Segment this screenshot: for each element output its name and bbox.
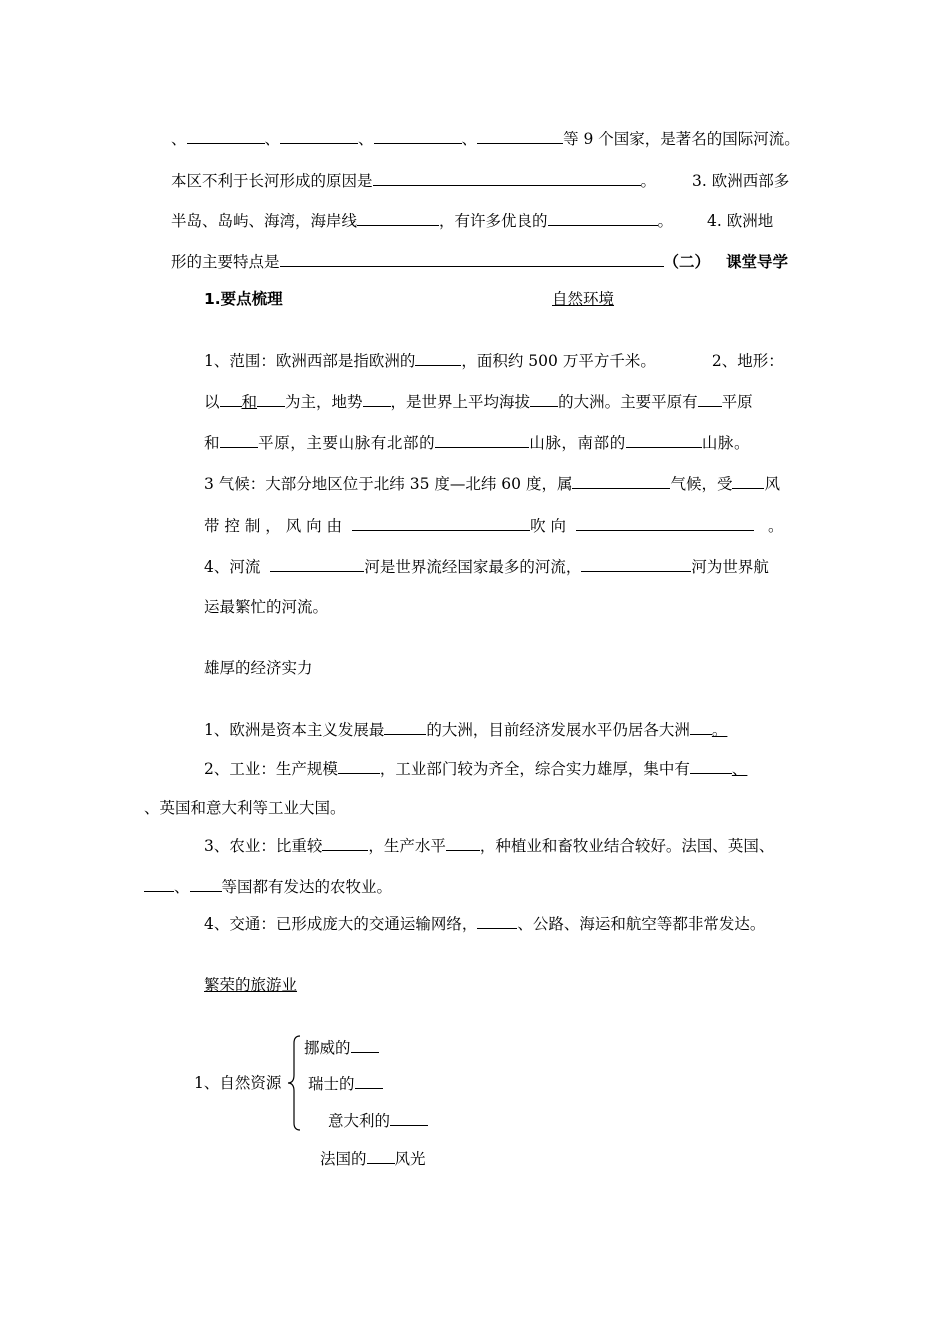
text-line-economy-3: 、英国和意大利等工业大国。 — [144, 799, 346, 817]
text-line-economy-6: 4、交通：已形成庞大的交通运输网络， 、公路、海运和航空等都非常发达。 — [204, 915, 766, 933]
blank — [390, 1110, 428, 1126]
list-item: 意大利的 — [328, 1110, 428, 1131]
text-line-nature-2: 以 和 为主，地势 ，是世界上平均海拔 的大洲。主要平原有 平原 — [204, 393, 753, 411]
blank — [477, 128, 563, 144]
text-line-economy-5: 、 等国都有发达的农牧业。 — [144, 876, 392, 897]
blank — [576, 515, 754, 531]
blank — [352, 515, 530, 531]
heading-tourism: 繁荣的旅游业 — [204, 976, 298, 994]
blank — [572, 473, 670, 489]
blank — [435, 432, 529, 448]
blank — [477, 913, 517, 929]
text-line-top-2: 本区不利于长河形成的原因是 。 3. 欧洲西部多 — [171, 172, 790, 190]
blank — [144, 876, 174, 892]
text-line-top-1: 、 、 、 、 等 9 个国家，是著名的国际河流。 — [171, 130, 800, 148]
blank — [698, 391, 722, 407]
curly-brace-icon — [287, 1035, 301, 1131]
blank — [257, 391, 285, 407]
blank — [280, 128, 358, 144]
blank — [732, 473, 764, 489]
text-line-nature-5: 带 控 制 ， 风 向 由 吹 向 。 — [204, 517, 784, 535]
text-line-nature-7: 运最繁忙的河流。 — [204, 598, 329, 616]
blank — [351, 1037, 379, 1053]
blank — [581, 556, 691, 572]
text-line-top-3: 半岛、岛屿、海湾，海岸线 ，有许多优良的 。 4. 欧洲地 — [171, 212, 774, 230]
heading-natural-environment: 自然环境 — [552, 290, 615, 308]
blank — [446, 835, 480, 851]
blank — [374, 128, 462, 144]
blank — [220, 391, 242, 407]
list-item: 法国的 风光 — [320, 1150, 426, 1168]
text-line-economy-4: 3、农业：比重较 ，生产水平 ，种植业和畜牧业结合较好。法国、英国、 — [204, 837, 775, 855]
text-line-nature-6: 4、河流 河是世界流经国家最多的河流， 河为世界航 — [204, 558, 769, 576]
blank — [373, 170, 641, 186]
blank — [384, 719, 426, 735]
blank — [355, 1073, 383, 1089]
blank — [530, 391, 558, 407]
blank — [190, 876, 222, 892]
blank — [415, 350, 461, 366]
blank — [338, 758, 380, 774]
text-line-nature-4: 3 气候：大部分地区位于北纬 35 度—北纬 60 度，属 气候，受 风 — [204, 475, 780, 493]
text-line-economy-1: 1、欧洲是资本主义发展最 的大洲，目前经济发展水平仍居各大洲 。 — [204, 721, 728, 739]
blank — [270, 556, 364, 572]
text-line-economy-2: 2、工业：生产规模 ，工业部门较为齐全，综合实力雄厚，集中有 、 — [204, 760, 748, 778]
blank — [220, 432, 258, 448]
blank — [363, 391, 391, 407]
heading-economy: 雄厚的经济实力 — [204, 659, 313, 677]
blank — [357, 210, 439, 226]
text-line-top-4: 形的主要特点是 （二） 课堂导学 — [171, 253, 789, 271]
list-item: 挪威的 — [304, 1037, 379, 1058]
text-line-nature-3: 和 平原，主要山脉有北部的 山脉，南部的 山脉。 — [204, 434, 751, 452]
blank — [548, 210, 658, 226]
list-item: 瑞士的 — [308, 1073, 383, 1094]
heading-key-points: 1.要点梳理 — [204, 290, 283, 308]
blank — [626, 432, 702, 448]
blank — [690, 758, 732, 774]
blank — [690, 719, 712, 735]
natural-resources-label: 1、自然资源 — [194, 1074, 282, 1092]
blank — [280, 251, 664, 267]
text-line-nature-1: 1、范围：欧洲西部是指欧洲的 ，面积约 500 万平方千米。 2、地形： — [204, 352, 784, 370]
blank — [187, 128, 265, 144]
blank — [322, 835, 368, 851]
blank — [367, 1148, 395, 1164]
